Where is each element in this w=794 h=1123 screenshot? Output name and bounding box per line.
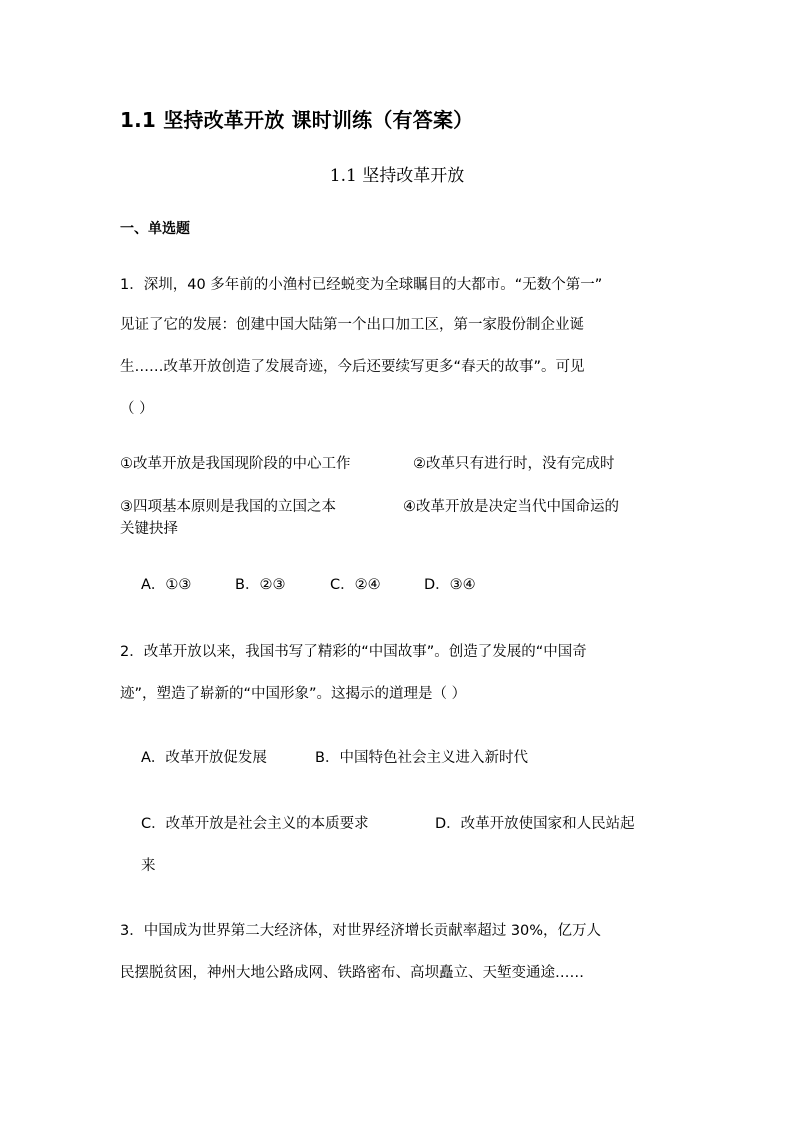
statement-2: ②改革只有进行时，没有完成时 [413, 456, 615, 472]
question-1-option-b: B．②③ [235, 577, 286, 593]
question-1-option-c: C．②④ [330, 577, 381, 593]
statement-4-continued: 关键抉择 [120, 521, 178, 537]
statement-1: ①改革开放是我国现阶段的中心工作 [120, 456, 351, 472]
question-1-option-a: A．①③ [141, 577, 192, 593]
question-2-option-b: B．中国特色社会主义进入新时代 [315, 750, 528, 766]
statement-4: ④改革开放是决定当代中国命运的 [403, 499, 619, 515]
question-1-answer-blank: （ ） [120, 401, 154, 417]
question-3-line-2: 民摆脱贫困，神州大地公路成网、铁路密布、高坝矗立、天堑变通途…… [120, 965, 584, 981]
question-3-line-1: 3．中国成为世界第二大经济体，对世界经济增长贡献率超过 30%，亿万人 [120, 923, 602, 939]
section-heading: 一、单选题 [120, 221, 190, 237]
question-2-option-d-continued: 来 [141, 858, 156, 874]
question-1-line-3: 生……改革开放创造了发展奇迹，今后还要续写更多“春天的故事”。可见 [120, 359, 585, 375]
question-2-option-c: C．改革开放是社会主义的本质要求 [141, 816, 369, 832]
question-1-line-2: 见证了它的发展：创建中国大陆第一个出口加工区，第一家股份制企业诞 [120, 317, 584, 333]
question-2-option-d: D．改革开放使国家和人民站起 [435, 816, 635, 832]
question-1-line-1: 1．深圳，40 多年前的小渔村已经蜕变为全球瞩目的大都市。“无数个第一” [120, 277, 603, 293]
question-1-option-d: D．③④ [424, 577, 476, 593]
question-2-line-1: 2．改革开放以来，我国书写了精彩的“中国故事”。创造了发展的“中国奇 [120, 644, 587, 660]
statement-3: ③四项基本原则是我国的立国之本 [120, 499, 336, 515]
question-2-option-a: A．改革开放促发展 [141, 750, 267, 766]
document-title: 1.1 坚持改革开放 课时训练（有答案） [120, 108, 474, 132]
question-2-line-2: 迹”，塑造了崭新的“中国形象”。这揭示的道理是（ ） [120, 686, 467, 702]
document-subtitle: 1.1 坚持改革开放 [329, 166, 465, 186]
